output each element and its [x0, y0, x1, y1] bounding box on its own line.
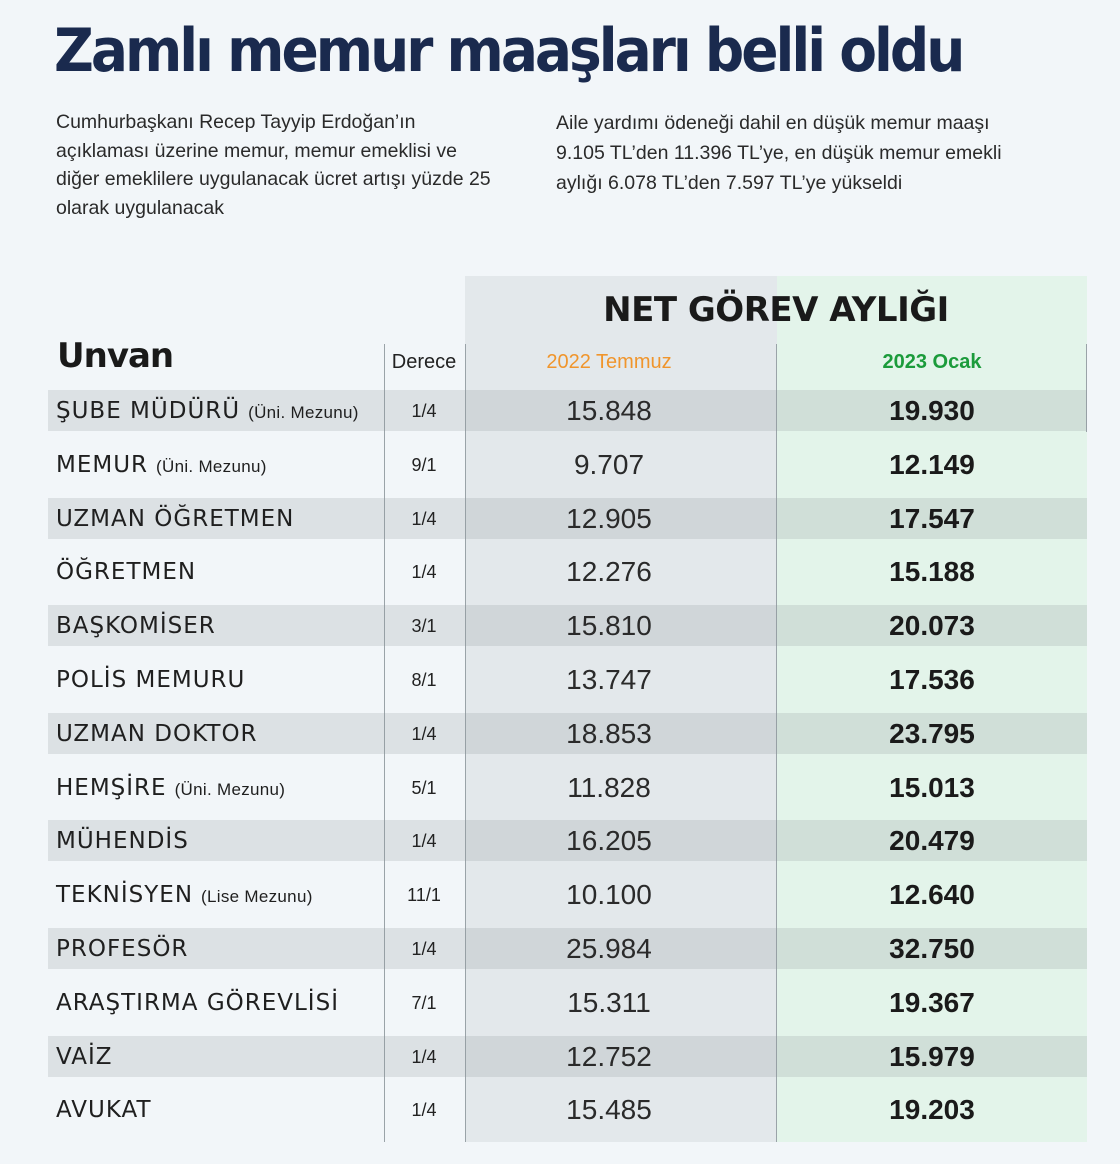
derece-cell: 1/4	[411, 1100, 437, 1121]
value-2023-cell: 19.930	[889, 395, 975, 426]
value-2022-cell: 12.752	[566, 1040, 652, 1072]
value-2023-cell: 15.013	[889, 771, 975, 803]
derece-cell: 1/4	[411, 1046, 437, 1067]
value-2022-cell: 15.485	[566, 1094, 652, 1126]
value-2023-cell: 12.149	[889, 448, 975, 480]
value-2022-cell: 16.205	[566, 825, 652, 857]
unvan-column-header: Unvan	[57, 336, 174, 376]
unvan-name: ŞUBE MÜDÜRÜ	[56, 398, 241, 424]
value-2023-cell: 32.750	[889, 932, 975, 964]
table-row	[48, 551, 1087, 592]
derece-cell: 11/1	[407, 885, 441, 906]
unvan-cell	[56, 982, 339, 1023]
derece-column-header: Derece	[391, 351, 457, 373]
unvan-name: TEKNİSYEN	[56, 882, 194, 909]
table-row	[48, 498, 1087, 539]
unvan-cell	[56, 874, 313, 915]
table-row	[48, 928, 1087, 969]
table-row	[48, 713, 1087, 754]
table-row	[48, 1089, 1087, 1130]
net-gorev-ayligi-header: NET GÖREV AYLIĞI	[603, 290, 949, 330]
unvan-name: ÖĞRETMEN	[56, 559, 197, 586]
unvan-name: MÜHENDİS	[56, 828, 189, 855]
value-2022-cell: 9.707	[573, 448, 645, 480]
value-2022-cell: 12.276	[566, 556, 652, 588]
derece-cell: 1/4	[411, 938, 437, 959]
table-row	[48, 767, 1087, 808]
derece-cell: 1/4	[411, 508, 437, 529]
value-2023-cell: 15.979	[889, 1040, 975, 1072]
column-header-2023: 2023 Ocak	[882, 351, 982, 373]
salary-table	[48, 390, 1087, 1143]
intro-text-right: Aile yardımı ödeneği dahil en düşük memur maaşı 9.105 TL’den 11.396 TL’ye, en düşük memur emekli aylığı 6.078 TL’den 7.597 TL’ye yükseldi	[556, 112, 1002, 194]
unvan-name: VAİZ	[56, 1043, 113, 1070]
table-row	[48, 982, 1087, 1023]
value-2022-cell: 10.100	[566, 879, 652, 911]
table-row	[48, 1036, 1087, 1077]
unvan-name: HEMŞİRE	[56, 774, 167, 801]
unvan-cell	[56, 1036, 113, 1077]
derece-cell: 9/1	[411, 454, 437, 475]
value-2023-cell: 17.547	[889, 502, 975, 534]
value-2023-cell: 23.795	[889, 717, 975, 749]
value-2023-cell: 20.073	[889, 610, 975, 642]
derece-cell: 3/1	[411, 616, 437, 637]
unvan-qualifier: (Üni. Mezunu)	[248, 403, 359, 422]
unvan-qualifier: (Üni. Mezunu)	[174, 779, 286, 799]
value-2022-cell: 18.853	[566, 717, 652, 749]
value-2022-cell: 13.747	[566, 663, 652, 695]
derece-cell: 1/4	[411, 401, 437, 421]
value-2022-cell: 11.828	[567, 771, 651, 803]
value-2023-cell: 20.479	[889, 825, 975, 857]
derece-cell: 7/1	[411, 992, 437, 1013]
unvan-cell	[56, 605, 216, 646]
unvan-name: UZMAN DOKTOR	[56, 720, 258, 747]
value-2022-cell: 25.984	[566, 932, 652, 964]
unvan-cell	[56, 713, 258, 754]
unvan-cell	[56, 551, 196, 592]
unvan-name: PROFESÖR	[56, 935, 189, 962]
unvan-cell	[56, 767, 285, 808]
intro-text-left: Cumhurbaşkanı Recep Tayyip Erdoğan’ın açıklaması üzerine memur, memur emeklisi ve diğer emeklilere uygulanacak ücret artışı yüzde 25 olarak uygulanacak	[56, 111, 491, 219]
table-row	[48, 659, 1087, 700]
unvan-name: MEMUR	[56, 451, 149, 478]
unvan-name: ARAŞTIRMA GÖREVLİSİ	[56, 989, 339, 1016]
value-2023-cell: 19.367	[889, 986, 975, 1018]
unvan-cell	[56, 444, 267, 485]
derece-cell: 8/1	[411, 669, 437, 690]
derece-cell: 1/4	[411, 831, 437, 852]
unvan-cell	[56, 659, 245, 700]
unvan-name: AVUKAT	[56, 1097, 152, 1124]
unvan-cell	[56, 390, 359, 431]
table-row	[48, 444, 1087, 485]
page-title: Zamlı memur maaşları belli oldu	[54, 16, 963, 86]
value-2023-cell: 19.203	[889, 1094, 975, 1126]
value-2023-cell: 12.640	[889, 879, 975, 911]
table-row	[48, 874, 1087, 915]
derece-cell: 5/1	[411, 777, 437, 798]
unvan-cell	[56, 928, 188, 969]
unvan-cell	[56, 498, 294, 539]
table-row	[48, 820, 1087, 861]
derece-cell: 1/4	[411, 723, 437, 744]
derece-cell: 1/4	[411, 562, 437, 583]
unvan-cell	[56, 820, 189, 861]
unvan-qualifier: (Lise Mezunu)	[201, 887, 313, 907]
table-row	[48, 605, 1087, 646]
value-2022-cell: 15.848	[566, 395, 652, 426]
table-row	[48, 390, 1087, 431]
unvan-cell	[56, 1089, 152, 1130]
unvan-name: POLİS MEMURU	[56, 666, 246, 693]
unvan-name: UZMAN ÖĞRETMEN	[56, 505, 295, 532]
unvan-name: BAŞKOMİSER	[56, 613, 216, 640]
value-2023-cell: 17.536	[889, 663, 975, 695]
unvan-qualifier: (Üni. Mezunu)	[156, 456, 267, 476]
value-2022-cell: 15.311	[567, 986, 651, 1018]
column-header-2022: 2022 Temmuz	[546, 351, 672, 373]
value-2023-cell: 15.188	[889, 556, 975, 588]
value-2022-cell: 15.810	[566, 610, 652, 642]
value-2022-cell: 12.905	[566, 502, 652, 534]
